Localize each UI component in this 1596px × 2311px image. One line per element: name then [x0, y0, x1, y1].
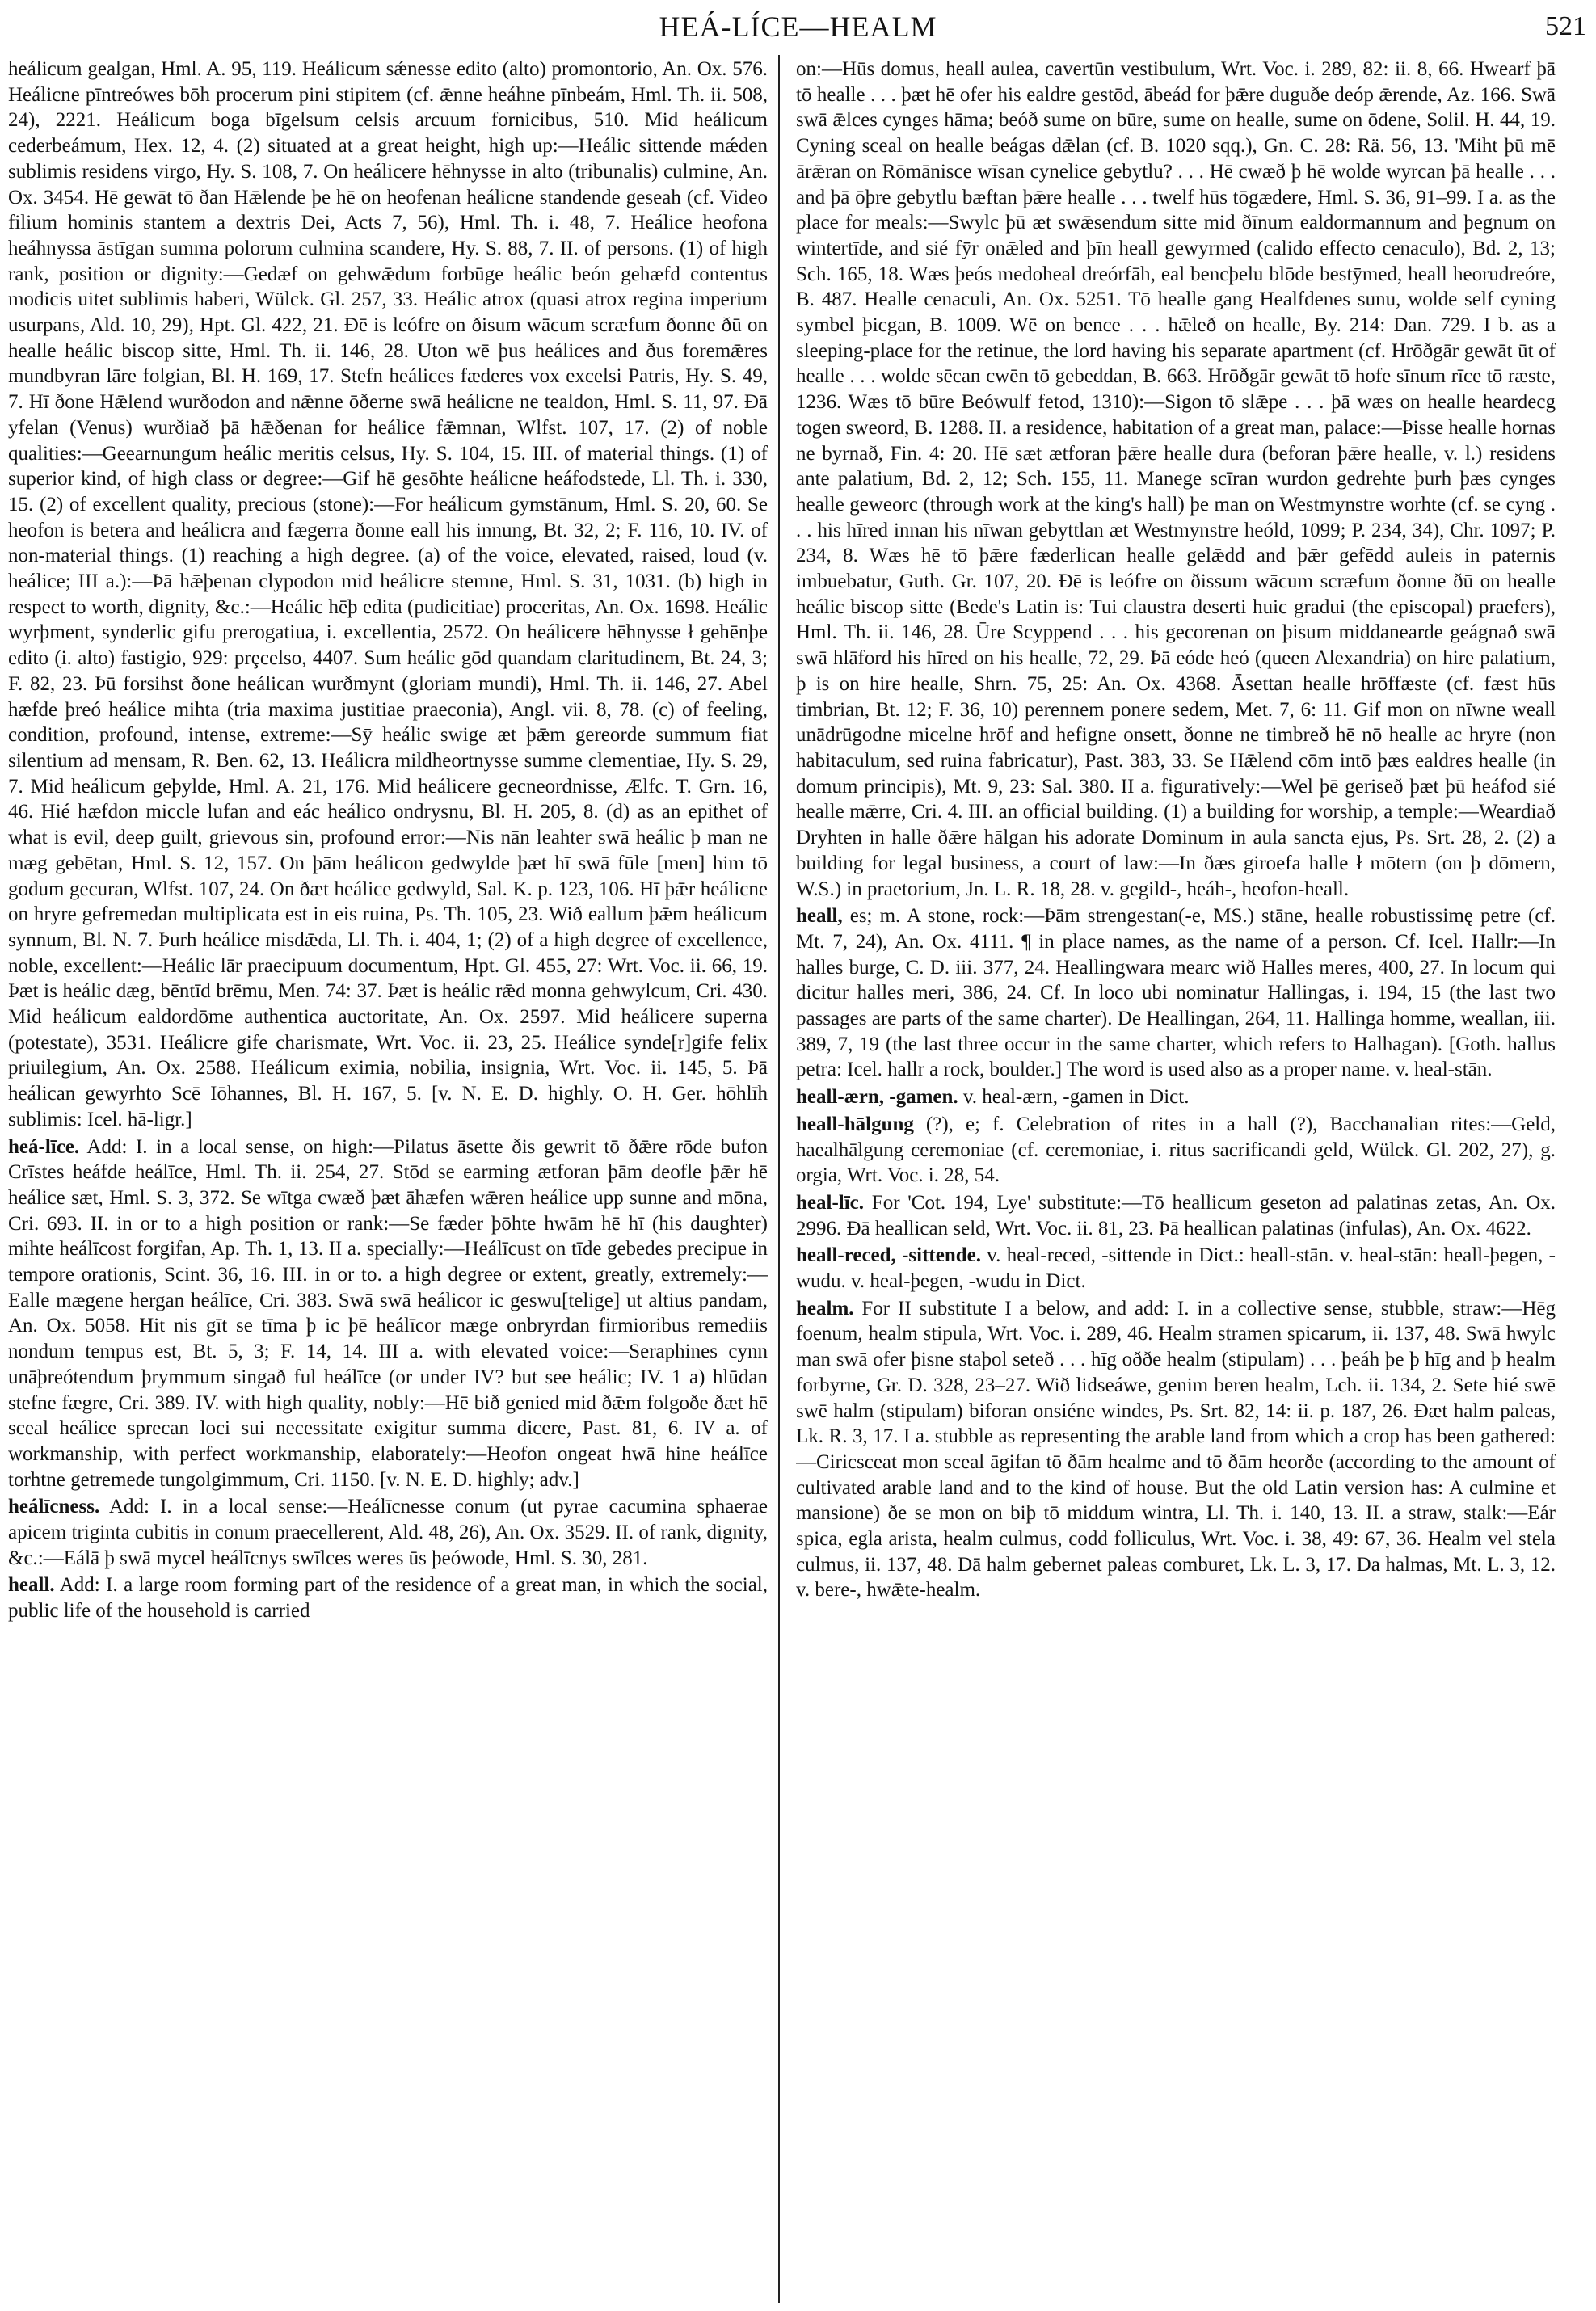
page-number: 521 — [1545, 11, 1586, 41]
entry-body: For II substitute I a below, and add: I. in a collective sense, stubble, straw:—Hēg foenum, healm stipula, Wrt. Voc. i. 289, 46. Healm stramen spicarum, ii. 137, 48. Swā hwylc man swā ofer þisne staþol seteð . . . hīg oððe healm (stipulam) . . . þeáh þe þ hīg and þ healm forbyrne, Gr. D. 328, 23–27. Wið lidseáwe, genim beren healm, Lch. ii. 134, 2. Sete hié swē swē halm (stipulam) biforan onsiéne windes, Ps. Srt. 82, 14: ii. p. 187, 26. Ðæt halm paleas, Lk. R. 3, 17. I a. stubble as representing the arable land from which a crop has been gathered:—Ciricsceat mon sceal āgifan tō ðām healme and tō ðām heorðe (according to the amount of cultivated arable land and to the kind of house. But the old Latin version has: A culmine et mansione) ðe se mon on biþ tō middum wintra, Ll. Th. i. 140, 13. II. a straw, stalk:—Eár spica, egla arista, healm culmus, codd folliculus, Wrt. Voc. i. 38, 49: 67, 36. Healm vel stela culmus, ii. 137, 48. Ðā halm gebernet paleas comburet, Lk. L. 3, 17. Ða halmas, Mt. L. 3, 12. v. bere-, hwǣte-healm. — [796, 1297, 1556, 1602]
column-divider — [778, 55, 780, 2303]
entry-headword: healm. — [796, 1297, 854, 1320]
entry-heall-halgung — [796, 1112, 1556, 1189]
entry-heal-lic — [796, 1190, 1556, 1241]
entry-body: v. heal-ærn, -gamen in Dict. — [958, 1086, 1190, 1109]
entry-headword: heálīcness. — [8, 1496, 100, 1518]
left-continuation-body: heálicum gealgan, Hml. A. 95, 119. Heálicum sǽnesse edito (alto) promontorio, An. Ox. 576. Heálicne pīntreówes bōh procerum pini stipitem (cf. ǣnne heáhne pīnbeám, Hml. Th. ii. 508, 24), 2221. Heálicum boga bīgelsum celsis arcuum fornicibus, 510. Mid heálicum cederbeámum, Hex. 12, 4. (2) situated at a great height, high up:—Heálic sittende mǽden sublimis residens virgo, Hy. S. 108, 7. On heálicere hēhnysse in alto (tribunalis) culmine, An. Ox. 3454. Hē gewāt tō ðan Hǣlende þe hē on heofenan heálicne standende geseah (cf. Video filium hominis stantem a dextris Dei, Acts 7, 56), Hml. Th. i. 48, 7. Heálice heofona heáhnyssa āstīgan summa polorum culmina scandere, Hy. S. 88, 7. II. of persons. (1) of high rank, position or dignity:—Gedæf on gehwǣdum forbūge heálic beón gehæfd contentus modicis uitet sublimis haberi, Wülck. Gl. 257, 33. Heálic atrox (quasi atrox regina imperium usurpans, Ald. 10, 29), Hpt. Gl. 422, 21. Ðē is leófre on ðisum wācum scræfum ðonne ðū on healle heálic biscop sitte, Hml. Th. ii. 146, 28. Uton wē þus heálices and ðus foremǣres mundbyran lāre folgian, Bl. H. 169, 17. Stefn heálices fæderes vox excelsi Patris, Hy. S. 49, 7. Hī ðone Hǣlend wurðodon and nǣnne ōðerne swā heálicne ne tealdon, Hml. S. 11, 97. Ðā yfelan (Venus) wurðiað þā hǣðenan for heálice fǣmnan, Wlfst. 107, 17. (2) of noble qualities:—Geearnungum heálic meritis celsus, Hy. S. 104, 15. III. of material things. (1) of superior kind, of high class or degree:—Gif hē gesōhte heálicne heáfodstede, Ll. Th. i. 330, 15. (2) of excellent quality, precious (stone):—For heálicum gymstānum, Hml. S. 20, 60. Se heofon is betera and heálicra and fægerra ðonne eall his innung, Bt. 32, 2; F. 116, 10. IV. of non-material things. (1) reaching a high degree. (a) of the voice, elevated, raised, loud (v. heálice; III a.):—Þā hǣþenan clypodon mid heálicre stemne, Hml. S. 31, 1031. (b) high in respect to worth, dignity, &c.:—Heálic hēþ edita (pudicitiae) proceritas, An. Ox. 1698. Heálic wyrþment, synderlic gifu prerogatiua, i. excellentia, 2572. On heálicere hēhnysse ł gehēnþe edito (i. alto) fastigio, 929: prȩcelso, 4407. Sum heálic gōd quandam claritudinem, Bt. 24, 3; F. 82, 23. Þū forsihst ðone heálican wurðmynt (gloriam mundi), Hml. Th. ii. 146, 27. Abel hæfde þreó heálice mihta (tria maxima justitiae praeconia), Angl. vii. 8, 78. (c) of feeling, condition, profound, intense, extreme:—Sȳ heálic swige æt þǣm gereorde summum fiat silentium ad mensam, R. Ben. 62, 13. Heálicra mildheortnysse summe clementiae, Hy. S. 29, 7. Mid heálicum geþylde, Hml. A. 21, 176. Mid heálicere gecneordnisse, Ælfc. T. Grn. 16, 46. Hié hæfdon miccle lufan and eác heálico ondrysnu, Bl. H. 205, 8. (d) as an epithet of what is evil, deep guilt, grievous sin, profound error:—Nis nān leahter swā heálic þ man ne mæg gebētan, Hml. S. 12, 157. On þām heálicon gedwylde þæt hī swā fūle [men] him tō godum gecuran, Wlfst. 107, 24. On ðæt heálice gedwyld, Sal. K. p. 123, 106. Hī þǣr heálicne on hryre gefremedan multiplicata est in eis ruina, Ps. Th. 105, 23. Wið eallum þǣm heálicum synnum, Bl. N. 7. Þurh heálice misdǣda, Ll. Th. i. 404, 1; (2) of a high degree of excellence, noble, excellent:—Heálic lār praecipuum documentum, Hpt. Gl. 455, 27: Wrt. Voc. ii. 66, 19. Þæt is heálic dæg, bēntīd brēmu, Men. 74: 37. Þæt is heálic rǣd monna gehwylcum, Cri. 430. Mid heálicum ealdordōme authentica auctoritate, An. Ox. 2597. Mid heálicere superna (potestate), 3531. Heálicre gife charismate, Wrt. Voc. ii. 23, 25. Heálice synde[r]gife felix priuilegium, An. Ox. 2588. Heálicum eximia, nobilia, insignia, Wrt. Voc. ii. 145, 5. Þā heálican gewyrhto Scē Iōhannes, Bl. H. 167, 5. [v. N. E. D. highly. O. H. Ger. hōhlīh sublimis: Icel. hā-ligr.] — [8, 58, 768, 1130]
entry-headword: heall. — [8, 1574, 55, 1597]
entry-healm — [796, 1296, 1556, 1603]
entry-headword: heall-ærn, -gamen. — [796, 1086, 958, 1109]
right-continuation-text — [796, 57, 1556, 902]
entry-hea-lice — [8, 1134, 768, 1493]
running-head-title: HEÁ-LÍCE—HEALM — [659, 11, 937, 43]
entry-healicness — [8, 1494, 768, 1571]
entry-body: v. heal-reced, -sittende in Dict.: heall-stān. v. heal-stān: heall-þegen, -wudu. v. heal-þegen, -wudu in Dict. — [796, 1244, 1556, 1293]
entry-body: For 'Cot. 194, Lye' substitute:—Tō heallicum geseton ad palatinas zetas, An. Ox. 2996. Ðā heallican seld, Wrt. Voc. ii. 81, 23. Þā heallican palatinas (infulas), An. Ox. 4622. — [796, 1191, 1556, 1240]
page-header — [0, 0, 1596, 57]
entry-heall — [8, 1572, 768, 1623]
entry-headword: heal-līc. — [796, 1191, 865, 1214]
entry-headword: heá-līce. — [8, 1135, 80, 1158]
entry-heall-reced — [796, 1243, 1556, 1294]
left-column — [8, 57, 768, 2303]
right-continuation-body: on:—Hūs domus, heall aulea, cavertūn vestibulum, Wrt. Voc. i. 289, 82: ii. 8, 66. Hwearf þā tō healle . . . þæt hē ofer his ealdre gestōd, ābeád for þǣre duguðe deóp ǣrende, Az. 166. Swā swā ǣlces cynges hāma; beóð sume on būre, sume on healle, sume on ōdene, Solil. H. 44, 19. Cyning sceal on healle beágas dǣlan (cf. B. 1020 sqq.), Gn. C. 28: Rä. 56, 13. 'Miht þū mē ārǣran on Rōmānisce wīsan cynelice gebytlu? . . . Hē cwæð þ hē wolde wyrcan þā healle . . . and þā ōþre gebytlu bæftan þǣre healle . . . twelf hūs tōgædere, Hml. S. 36, 91–99. I a. as the place for meals:—Swylc þū æt swǣsendum sitte mid ðīnum ealdormannum and þegnum on wintertīde, and sié fȳr onǣled and þīn heall gewyrmed (calido effecto cenaculo), Bd. 2, 13; Sch. 165, 18. Wæs þeós medoheal dreórfāh, eal bencþelu blōde bestȳmed, heall heorudreóre, B. 487. Healle cenaculi, An. Ox. 5251. Tō healle gang Healfdenes sunu, wolde self cyning symbel þicgan, B. 1009. Wē on bence . . . hǣleð on healle, By. 214: Dan. 729. I b. as a sleeping-place for the retinue, the lord having his separate apartment (cf. Hrōðgār gewāt ūt of healle . . . wolde sēcan cwēn tō gebeddan, B. 663. Hrōðgār gewāt tō hofe sīnum rīce tō ræste, 1236. Wæs tō būre Beówulf fetod, 1310):—Sigon tō slǣpe . . . þā wæs on healle heardecg togen sweord, B. 1288. II. a residence, habitation of a great man, palace:—Þisse healle hornas ne byrnað, Fin. 4: 20. Hē sæt ætforan þǣre healle dura (beforan þǣre healle, v. l.) residens ante palatium, Bd. 2, 12; Sch. 155, 11. Manege scīran wurdon gedrehte þurh þæs cynges healle geweorc (through work at the king's hall) þe man on Westmynstre worhte (cf. se cyng . . . his hīred innan his nīwan gebyttlan æt Westmynstre heóld, 1099; P. 234, 34), Chr. 1097; P. 234, 8. Wæs hē tō þǣre fæderlican healle gelǣdd and þǣr gefēdd auleis in paternis imbuebatur, Guth. Gr. 107, 20. Ðē is leófre on ðissum wācum scræfum ðonne ðū on healle heálic biscop sitte (Bede's Latin is: Tui claustra deserti huic gradui (the episcopal) praefers), Hml. Th. ii. 146, 28. Ūre Scyppend . . . his gecorenan on þisum middanearde geágnað swā swā hlāford his hīred on his healle, 72, 29. Þā eóde heó (queen Alexandria) on hire palatium, þ is on hire healle, Shrn. 75, 25: An. Ox. 4368. Āsettan healle hrōffæste (cf. fæst hūs timbrian, Bt. 12; F. 36, 10) perennem ponere sedem, Met. 7, 6: 11. Gif mon on nīwne weall unādrūgodne micelne hrōf and hefigne onsett, ðonne ne timbreð hē nō healle ac hryre (non habitaculum, sed ruina fabricatur), Past. 383, 33. Se Hǣlend cōm intō þæs ealdres healle (in domum principis), Mt. 9, 23: Sal. 380. II a. figuratively:—Wel þē geriseð þæt þū heáfod sié healle mǣrre, Cri. 4. III. an official building. (1) a building for worship, a temple:—Weardiað Dryhten in halle ðǣre hālgan his adorate Dominum in aula sancta ejus, Ps. Srt. 28, 2. (2) a building for legal business, a court of law:—In ðæs giroefa halle ł mōtern (on þ dōmern, W.S.) in praetorium, Jn. L. R. 18, 28. v. gegild-, heáh-, heofon-heall. — [796, 58, 1556, 900]
entry-body: (?), e; f. Celebration of rites in a hall (?), Bacchanalian rites:—Geld, haealhālgung ceremoniae (cf. ceremoniae, i. ritus sacrificandi geld, Wülck. Gl. 202, 27), g. orgia, Wrt. Voc. i. 28, 54. — [796, 1113, 1556, 1187]
entry-headword: heall-hālgung — [796, 1113, 914, 1135]
entry-body: es; m. A stone, rock:—Þām strengestan(-e, MS.) stāne, healle robustissimę petre (cf. Mt. 7, 24), An. Ox. 4111. ¶ in place names, as the name of a person. Cf. Icel. Hallr:—In halles burge, C. D. iii. 377, 24. Heallingwara mearc wið Halles meres, 400, 27. In locum qui dicitur halles meri, 386, 24. Cf. In loco ubi nominatur Hallingas, i. 194, 15 (the last two passages are parts of the same charter). De Heallingan, 264, 11. Hallinga homme, weallan, iii. 389, 7, 19 (the last three occur in the same charter, which refers to Halhagan). [Goth. hallus petra: Icel. hallr a rock, boulder.] The word is used also as a proper name. v. heal-stān. — [796, 905, 1556, 1081]
entry-body: Add: I. in a local sense:—Heálīcnesse conum (ut pyrae cacumina sphaerae apicem triginta cubitis in conum praecellerent, Ald. 48, 26), An. Ox. 3529. II. of rank, dignity, &c.:—Eálā þ swā mycel heálīcnys swīlces weres ūs þeówode, Hml. S. 30, 281. — [8, 1496, 768, 1569]
entry-body: Add: I. a large room forming part of the residence of a great man, in which the social, public life of the household is carried — [8, 1574, 768, 1623]
entry-heall-stone — [796, 903, 1556, 1083]
entry-headword: heall, — [796, 905, 843, 928]
entry-headword: heall-reced, -sittende. — [796, 1244, 981, 1267]
entry-body: Add: I. in a local sense, on high:—Pilatus āsette ðis gewrit tō ðǣre rōde bufon Crīstes heáfde heálīce, Hml. Th. ii. 254, 27. Stōd se earming ætforan þām deofle þǣr hē heálice sæt, Hml. S. 3, 372. Se wītga cwæð þæt āhæfen wǣren heálice upp sunne and mōna, Cri. 693. II. in or to a high position or rank:—Se fæder þōhte hwām hē hī (his daughter) mihte heálīcost forgifan, Ap. Th. 1, 13. II a. specially:—Heálīcust on tīde gebedes precipue in tempore orationis, Scint. 36, 16. III. in or to. a high degree or extent, greatly, extremely:—Ealle mægene hergan heálīce, Cri. 383. Swā swā heálicor ic geswu[telige] ut altius pandam, An. Ox. 5058. Hit nis gīt se tīma þ ic þē heálīcor mæge onbryrdan firmioribus remediis nondum tempus est, Bt. 5, 3; F. 14, 14. III a. with elevated voice:—Seraphines cynn unāþreótendum þrymmum singað ful heálīce (or under IV? but see heálic; IV. 1 a) hlūdan stefne fægre, Cri. 389. IV. with high quality, nobly:—Hē bið genied mid ðǣm folgoðe ðæt hē sceal heálice sprecan loci sui necessitate exigitur summa dicere, Past. 81, 6. IV a. of workmanship, with perfect workmanship, elaborately:—Heofon ongeat hwā hine heálīce torhtne getremede tungolgimmum, Cri. 1150. [v. N. E. D. highly; adv.] — [8, 1135, 768, 1491]
left-continuation-text — [8, 57, 768, 1133]
right-column — [796, 57, 1556, 2303]
entry-heall-aern — [796, 1084, 1556, 1110]
